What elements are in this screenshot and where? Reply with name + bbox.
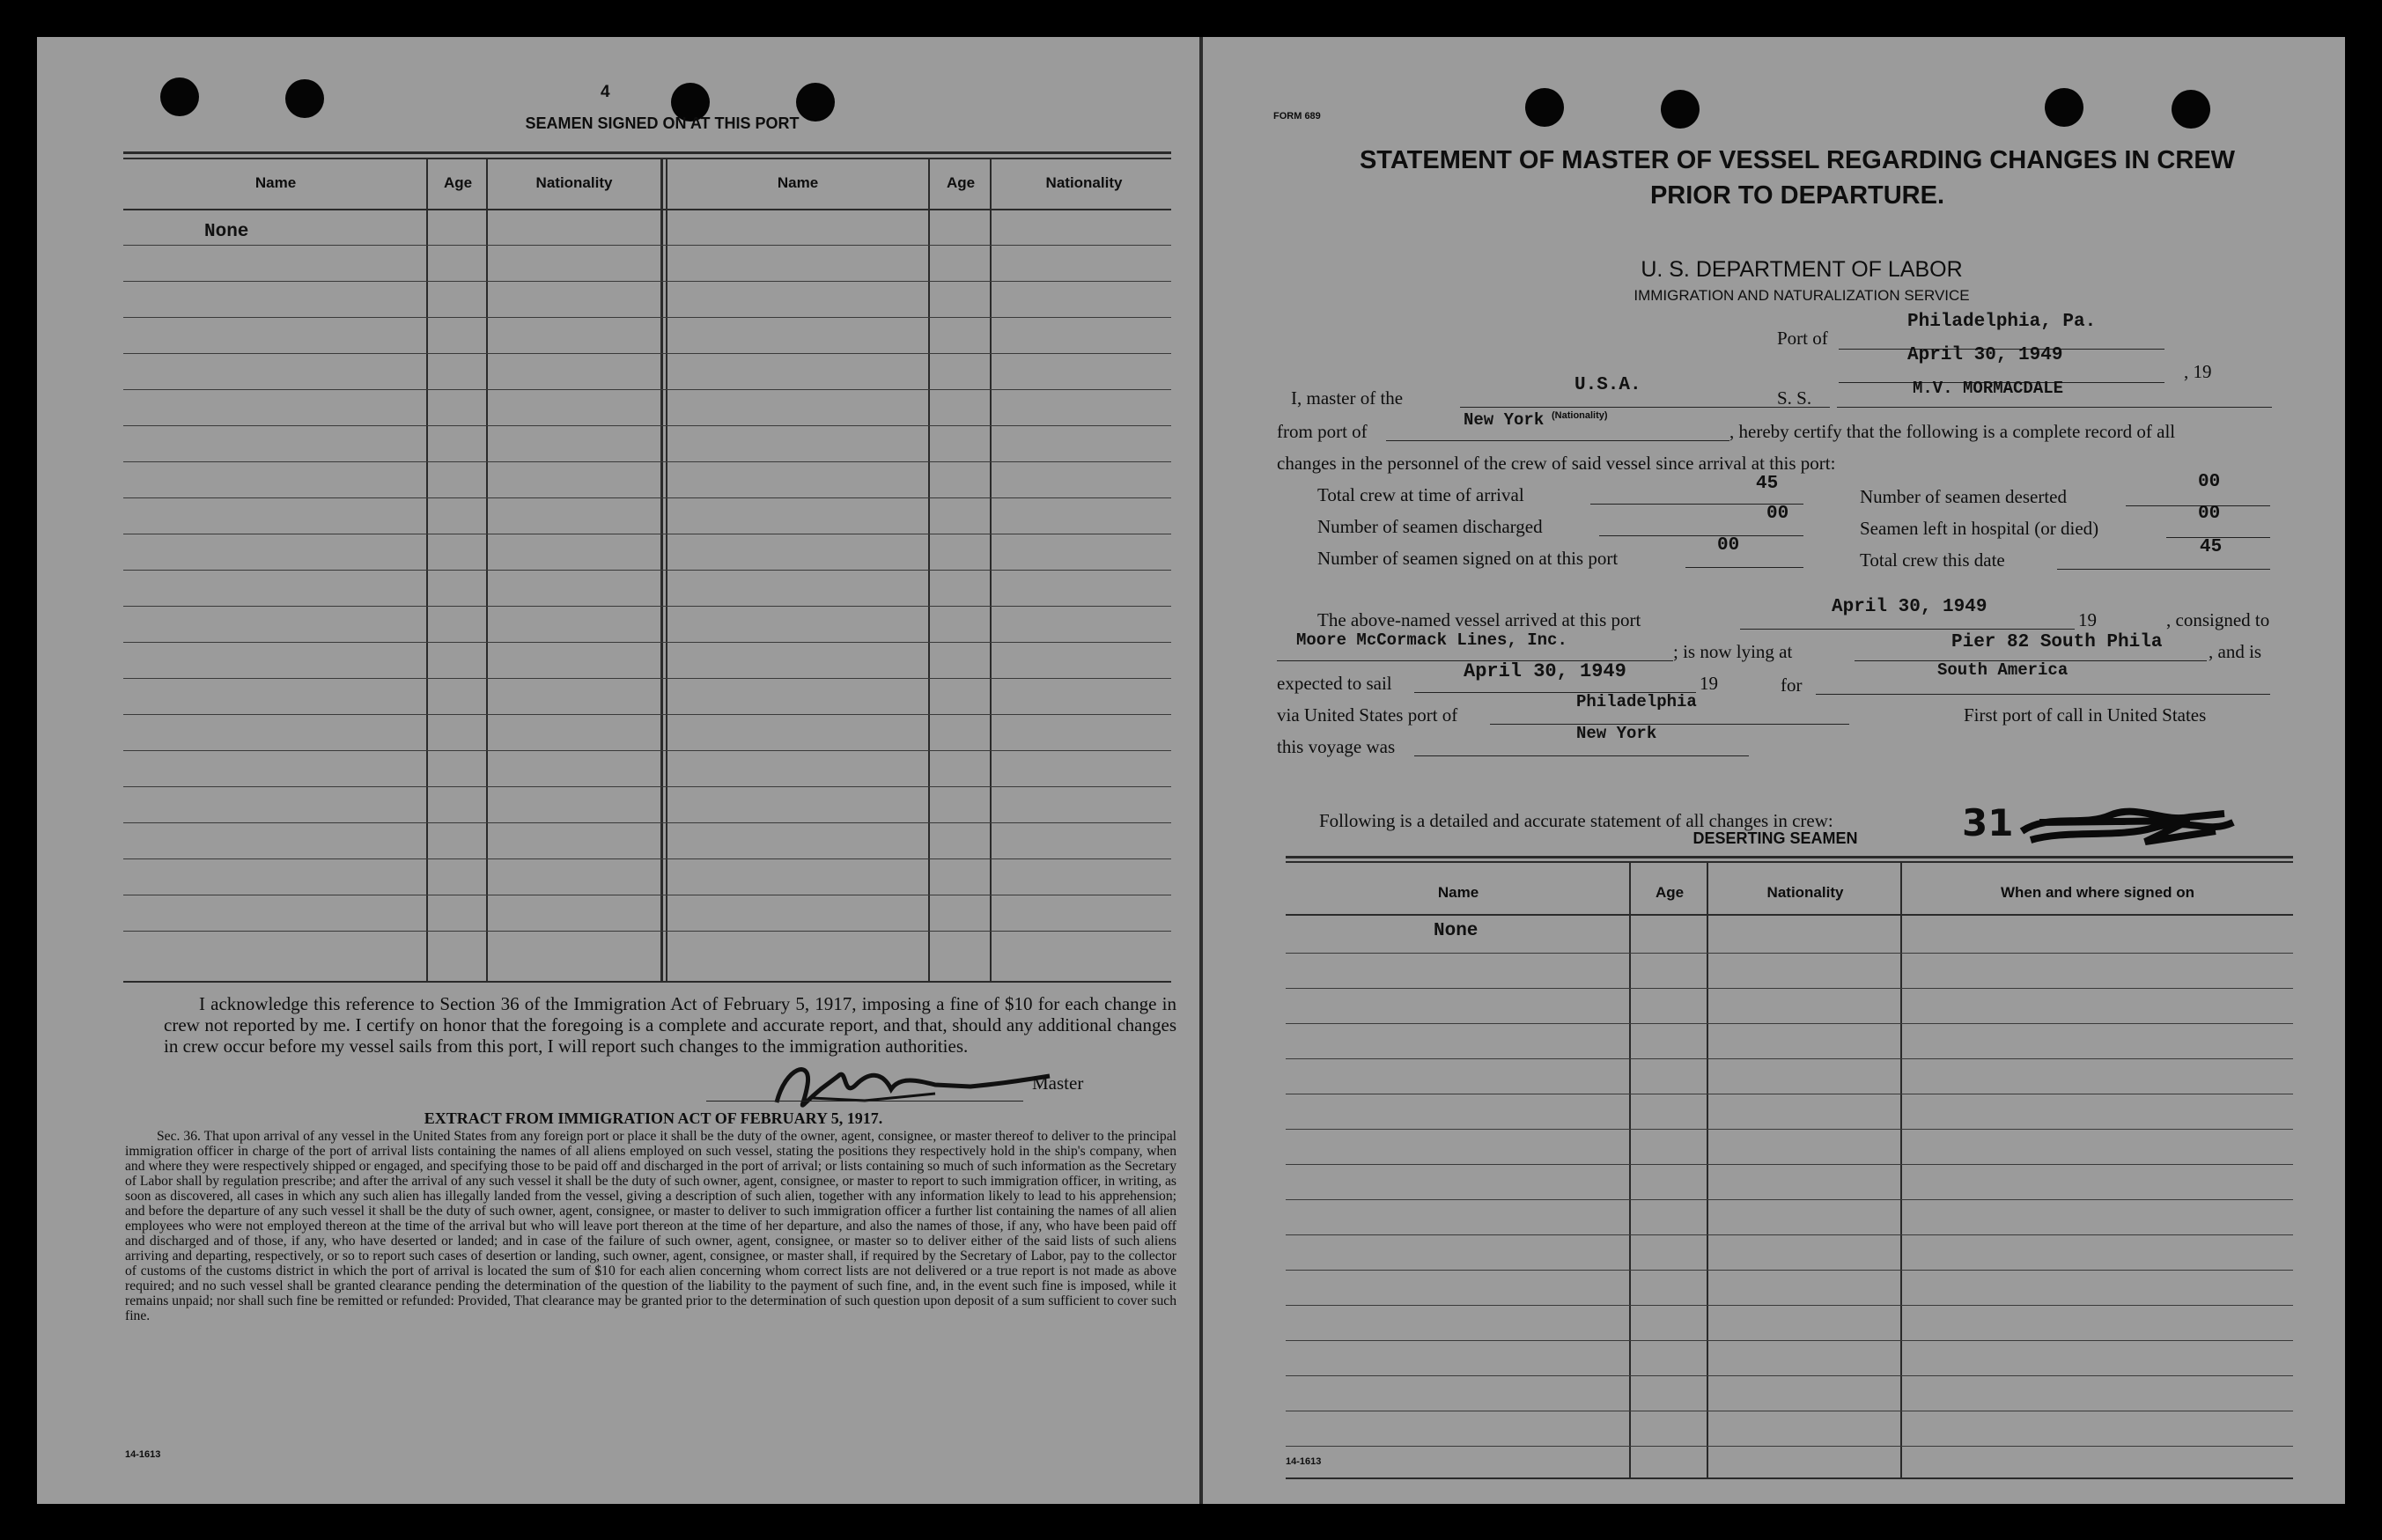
- row-rule: [1286, 1305, 2293, 1306]
- signature-line: [706, 1101, 1023, 1102]
- column-divider: [1707, 863, 1708, 1477]
- row-rule: [1286, 1340, 2293, 1341]
- punch-hole: [2172, 90, 2210, 129]
- form-title-line: PRIOR TO DEPARTURE.: [1649, 181, 1945, 210]
- sail-value: April 30, 1949: [1464, 660, 1626, 682]
- date-value: April 30, 1949: [1907, 345, 2063, 365]
- left-page: [37, 37, 1199, 1504]
- nationality-hint: (Nationality): [1552, 410, 1608, 421]
- field-underline: [1386, 440, 1729, 441]
- nineteen-label: 19: [1700, 673, 1718, 694]
- for-value: South America: [1937, 660, 2069, 680]
- field-underline: [1685, 567, 1803, 568]
- page-number: 4: [601, 83, 610, 101]
- master-of-label: I, master of the: [1291, 387, 1404, 409]
- row-rule: [123, 570, 1171, 571]
- punch-hole: [160, 77, 199, 116]
- table-bottom-rule: [1286, 1477, 2293, 1479]
- acknowledgement-text: I acknowledge this reference to Section 36 of the Immigration Act of February 5, 1917, imposing a fine of $10 for each change in crew not reported by me. I certify on honor that the foregoing is a complete and accurate report, and that, should any additional changes in crew occur before my vessel sails from this port, I will report such changes to the immigration authorities.: [164, 993, 1176, 1057]
- row-rule: [123, 858, 1171, 859]
- col-age: Age: [946, 174, 976, 191]
- certify-text: , hereby certify that the following is a complete record of all: [1729, 421, 2176, 442]
- col-age: Age: [443, 174, 473, 191]
- row-rule: [123, 497, 1171, 498]
- voyage-label: this voyage was: [1277, 736, 1396, 757]
- row-rule: [123, 425, 1171, 426]
- field-underline: [1414, 755, 1749, 756]
- total-crew-date-label: Total crew this date: [1860, 549, 2005, 571]
- port-label: Port of: [1777, 328, 1828, 349]
- footer-code: 14-1613: [125, 1449, 161, 1460]
- col-age: Age: [1655, 884, 1685, 901]
- table-header-rule: [123, 209, 1171, 210]
- row-rule: [123, 245, 1171, 246]
- form-number: FORM 689: [1273, 111, 1321, 122]
- punch-hole: [1661, 90, 1700, 129]
- handwritten-number: 31: [1962, 801, 2014, 844]
- punch-hole: [285, 79, 324, 118]
- row-rule: [1286, 1023, 2293, 1024]
- field-underline: [1460, 407, 1830, 408]
- first-port-label: First port of call in United States: [1964, 704, 2207, 726]
- via-value: Philadelphia: [1576, 692, 1697, 711]
- row-rule: [123, 389, 1171, 390]
- col-nationality: Nationality: [1766, 884, 1844, 901]
- right-page: [1203, 37, 2345, 1504]
- row-rule: [123, 931, 1171, 932]
- consignee-value: Moore McCormack Lines, Inc.: [1296, 630, 1567, 650]
- row-rule: [1286, 1375, 2293, 1376]
- row-rule: [1286, 1199, 2293, 1200]
- table-header-rule: [1286, 914, 2293, 916]
- row-rule: [1286, 1446, 2293, 1447]
- row-rule: [123, 822, 1171, 823]
- field-underline: [1837, 407, 2272, 408]
- row-rule: [1286, 988, 2293, 989]
- col-nationality: Nationality: [1045, 174, 1123, 191]
- col-nationality: Nationality: [535, 174, 613, 191]
- discharged-value: 00: [1766, 504, 1789, 524]
- hospital-value: 00: [2198, 504, 2221, 524]
- for-label: for: [1781, 674, 1803, 696]
- row-rule: [1286, 1164, 2293, 1165]
- left-page-title: SEAMEN SIGNED ON AT THIS PORT: [525, 114, 800, 132]
- row-rule: [123, 786, 1171, 787]
- row-rule: [123, 606, 1171, 607]
- scribble-mark: [2013, 796, 2242, 858]
- field-underline: [1816, 694, 2270, 695]
- sail-label: expected to sail: [1277, 673, 1392, 694]
- extract-text: Sec. 36. That upon arrival of any vessel in the United States from any foreign port or place it shall be the duty of the owner, agent, consignee, or master thereof to deliver to the principal immigration officer in charge of the port of arrival lists containing the names of all aliens employed on such vessel, stating the positions they respectively hold in the ship's company, when and where they were respectively shipped or engaged, and specifying those to be paid off and discharged in the port of arrival; or lists containing so much of such information as the Secretary of Labor shall by regulation prescribe; and after the arrival of any such vessel it shall be the duty of such owner, agent, consignee, or master to report to such immigration officer, in writing, as soon as discovered, all cases in which any such alien has illegally landed from the vessel, giving a description of such alien, together with any information likely to lead to his apprehension; and before the departure of any such vessel it shall be the duty of such owner, agent, consignee, or master to deliver to such immigration officer a further list containing the names of all alien employees who were not employed thereon at the time of the arrival but who will leave port thereon at the time of her departure, and also the names of those, if any, who have been paid off and discharged and of those, if any, who have deserted or landed; and in case of the failure of such owner, agent, consignee, or master so to deliver either of the said lists of such aliens arriving and departing, respectively, or so to report such cases of desertion or landing, such owner, agent, consignee, or master shall, if required by the Secretary of Labor, pay to the collector of customs of the customs district in which the port of arrival is located the sum of $10 for each alien concerning whom correct lists are not delivered or a true report is not made as above required; and no such vessel shall be granted clearance pending the determination of the question of the liability to the payment of such fine, and, in the event such fine is imposed, while it remains unpaid; nor shall such fine be remitted or refunded: Provided, That clearance may be granted prior to the determination of such question upon deposit of a sum sufficient to cover such fine.: [125, 1129, 1176, 1323]
- table-bottom-rule: [123, 981, 1171, 983]
- arrived-value: April 30, 1949: [1832, 597, 1987, 617]
- table-top-rule: [123, 158, 1171, 159]
- row-rule: [1286, 1234, 2293, 1235]
- punch-hole: [2045, 88, 2083, 127]
- voyage-value: New York: [1576, 724, 1657, 743]
- total-crew-arrival-label: Total crew at time of arrival: [1317, 484, 1524, 505]
- row-rule: [123, 281, 1171, 282]
- deserted-label: Number of seamen deserted: [1860, 486, 2067, 507]
- changes-text: changes in the personnel of the crew of said vessel since arrival at this port:: [1277, 453, 1836, 474]
- row-rule: [123, 317, 1171, 318]
- via-label: via United States port of: [1277, 704, 1458, 726]
- from-port-value: New York: [1464, 410, 1545, 430]
- row-rule: [123, 750, 1171, 751]
- field-underline: [2057, 569, 2270, 570]
- table-row: None: [1434, 921, 1479, 941]
- punch-hole: [1525, 88, 1564, 127]
- lying-value: Pier 82 South Phila: [1951, 632, 2163, 652]
- field-underline: [1490, 724, 1849, 725]
- col-name: Name: [1437, 884, 1479, 901]
- field-underline: [1599, 535, 1803, 536]
- hospital-label: Seamen left in hospital (or died): [1860, 518, 2099, 539]
- port-value: Philadelphia, Pa.: [1907, 312, 2097, 332]
- row-rule: [1286, 1129, 2293, 1130]
- nationality-value: U.S.A.: [1574, 375, 1641, 395]
- and-is-label: , and is: [2209, 641, 2262, 662]
- discharged-label: Number of seamen discharged: [1317, 516, 1543, 537]
- following-text: Following is a detailed and accurate statement of all changes in crew:: [1319, 810, 1833, 831]
- vessel-value: M.V. MORMACDALE: [1913, 379, 2064, 398]
- form-title: [1291, 143, 2304, 213]
- row-rule: [1286, 953, 2293, 954]
- row-rule: [1286, 1270, 2293, 1271]
- table-row: None: [204, 222, 249, 242]
- ss-label: S. S.: [1777, 387, 1812, 409]
- table-top-rule: [123, 151, 1171, 154]
- col-name: Name: [777, 174, 819, 191]
- col-name: Name: [254, 174, 297, 191]
- year-prefix: , 19: [2184, 361, 2212, 382]
- column-divider: [1900, 863, 1902, 1477]
- col-signed-on: When and where signed on: [2000, 884, 2195, 901]
- field-underline: [1740, 629, 2075, 630]
- arrived-label: The above-named vessel arrived at this port: [1317, 609, 1641, 630]
- form-title-line: STATEMENT OF MASTER OF VESSEL REGARDING CHANGES IN CREW: [1359, 146, 2236, 174]
- row-rule: [123, 714, 1171, 715]
- from-port-label: from port of: [1277, 421, 1368, 442]
- service-name: IMMIGRATION AND NATURALIZATION SERVICE: [1633, 287, 1970, 304]
- master-label: Master: [1032, 1072, 1084, 1094]
- table-top-rule: [1286, 856, 2293, 858]
- row-rule: [123, 678, 1171, 679]
- lying-label: ; is now lying at: [1673, 641, 1793, 662]
- signed-on-label: Number of seamen signed on at this port: [1317, 548, 1619, 569]
- signed-on-value: 00: [1717, 535, 1740, 556]
- department-name: U. S. DEPARTMENT OF LABOR: [1641, 257, 1963, 282]
- row-rule: [1286, 1058, 2293, 1059]
- consigned-label: , consigned to: [2166, 609, 2270, 630]
- footer-code: 14-1613: [1286, 1456, 1322, 1467]
- total-crew-date-value: 45: [2200, 537, 2223, 557]
- row-rule: [123, 353, 1171, 354]
- deserting-title: DESERTING SEAMEN: [1692, 829, 1858, 847]
- deserted-value: 00: [2198, 472, 2221, 492]
- row-rule: [123, 461, 1171, 462]
- row-rule: [123, 642, 1171, 643]
- extract-title: EXTRACT FROM IMMIGRATION ACT OF FEBRUARY 5, 1917.: [424, 1109, 883, 1127]
- total-crew-arrival-value: 45: [1756, 474, 1779, 494]
- column-divider: [1629, 863, 1631, 1477]
- table-top-rule: [1286, 861, 2293, 863]
- nineteen-label: 19: [2078, 609, 2097, 630]
